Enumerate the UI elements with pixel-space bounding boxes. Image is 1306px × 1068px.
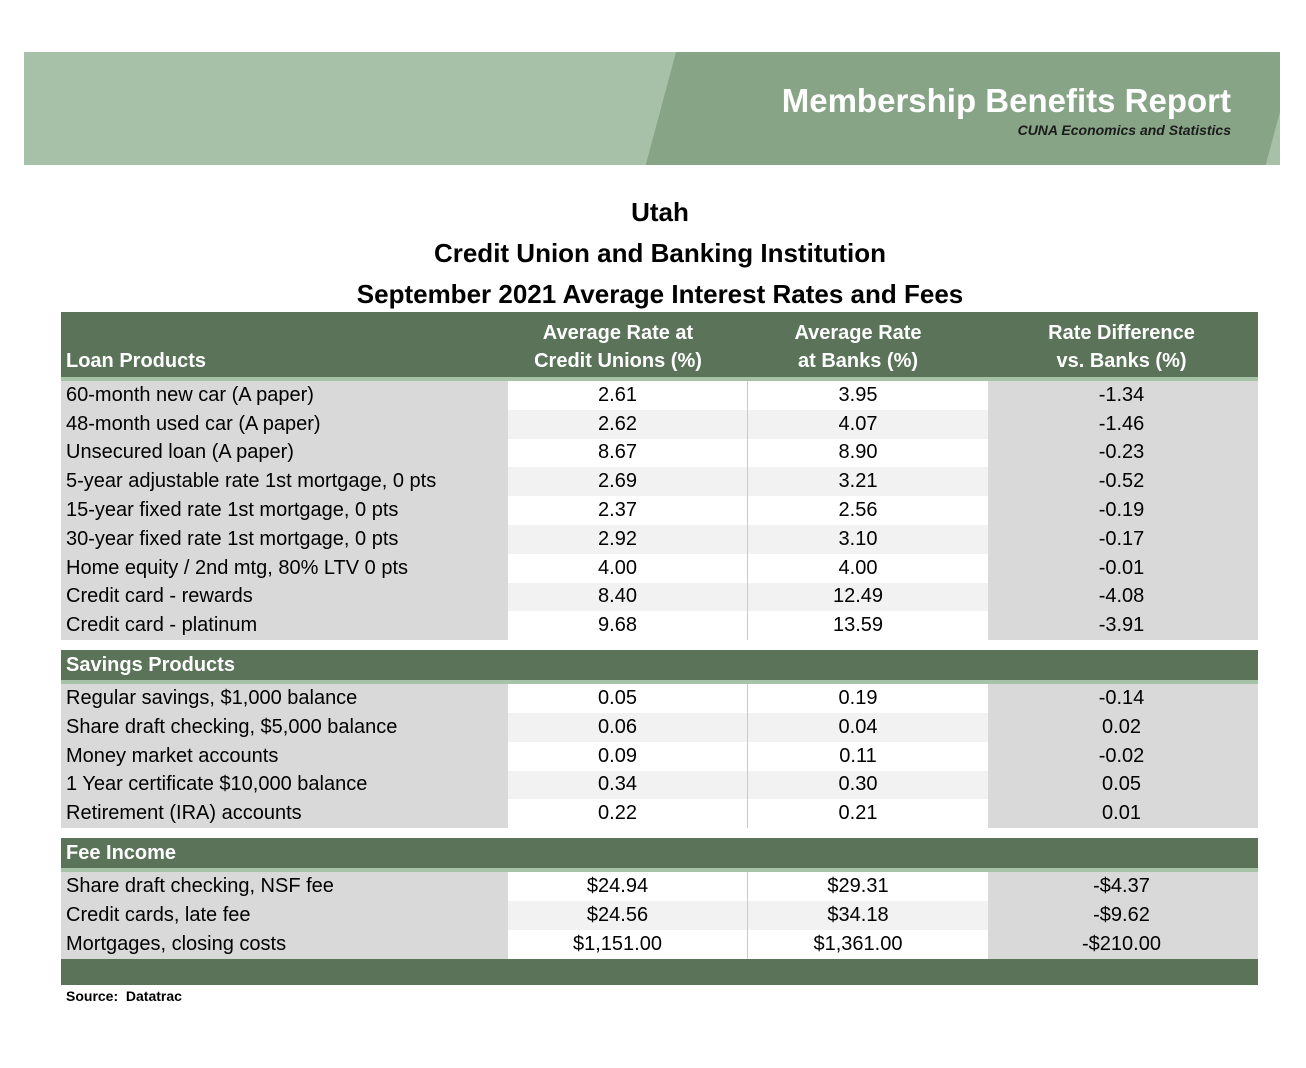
credit-union-rate-cell: 8.67 xyxy=(508,439,748,468)
report-banner xyxy=(24,52,1280,165)
product-name-cell: Retirement (IRA) accounts xyxy=(61,799,508,828)
rate-difference-cell: -4.08 xyxy=(988,583,1258,612)
loan-row xyxy=(61,583,1258,612)
credit-union-rate-cell: 2.61 xyxy=(508,381,748,410)
bank-rate-cell: 3.10 xyxy=(748,525,988,554)
credit-union-rate-cell: 0.34 xyxy=(508,771,748,800)
bank-rate-cell: 0.19 xyxy=(748,684,988,713)
header-cu-rate xyxy=(508,312,748,377)
bank-rate-cell: 4.00 xyxy=(748,554,988,583)
product-name-cell: Mortgages, closing costs xyxy=(61,930,508,959)
source-note: Source: Datatrac xyxy=(66,988,182,1004)
credit-union-rate-cell: 8.40 xyxy=(508,583,748,612)
rate-difference-cell: -$210.00 xyxy=(988,930,1258,959)
loan-row xyxy=(61,467,1258,496)
loan-row xyxy=(61,381,1258,410)
credit-union-rate-cell: 2.92 xyxy=(508,525,748,554)
product-name-cell: Share draft checking, $5,000 balance xyxy=(61,713,508,742)
credit-union-rate-cell: $24.56 xyxy=(508,901,748,930)
rate-difference-cell: -0.14 xyxy=(988,684,1258,713)
credit-union-rate-cell: 2.62 xyxy=(508,410,748,439)
savings-products-header: Savings Products xyxy=(61,650,1258,684)
rate-difference-cell: -0.01 xyxy=(988,554,1258,583)
header-rate-difference-line1: Rate Difference xyxy=(1048,321,1195,344)
product-name-cell: Credit card - rewards xyxy=(61,583,508,612)
product-name-cell: Regular savings, $1,000 balance xyxy=(61,684,508,713)
loan-row xyxy=(61,525,1258,554)
rates-table xyxy=(61,312,1258,985)
product-name-cell: 5-year adjustable rate 1st mortgage, 0 pts xyxy=(61,467,508,496)
rate-difference-cell: 0.02 xyxy=(988,713,1258,742)
product-name-cell: 15-year fixed rate 1st mortgage, 0 pts xyxy=(61,496,508,525)
credit-union-rate-cell: 2.69 xyxy=(508,467,748,496)
title-period: September 2021 Average Interest Rates and Fees xyxy=(356,279,964,309)
header-bank-rate-line1: Average Rate xyxy=(794,321,922,344)
rate-difference-cell: -$9.62 xyxy=(988,901,1258,930)
credit-union-rate-cell: 4.00 xyxy=(508,554,748,583)
bank-rate-cell: 13.59 xyxy=(748,611,988,640)
product-name-cell: Credit card - platinum xyxy=(61,611,508,640)
rate-difference-cell: -0.23 xyxy=(988,439,1258,468)
product-name-cell: 60-month new car (A paper) xyxy=(61,381,508,410)
bank-rate-cell: 12.49 xyxy=(748,583,988,612)
header-rate-difference xyxy=(988,312,1258,377)
bank-rate-cell: 8.90 xyxy=(748,439,988,468)
credit-union-rate-cell: 0.06 xyxy=(508,713,748,742)
product-name-cell: Share draft checking, NSF fee xyxy=(61,872,508,901)
fee-income-body xyxy=(61,872,1258,958)
credit-union-rate-cell: $1,151.00 xyxy=(508,930,748,959)
bank-rate-cell: 0.11 xyxy=(748,742,988,771)
bank-rate-cell: 3.21 xyxy=(748,467,988,496)
bank-rate-cell: $34.18 xyxy=(748,901,988,930)
credit-union-rate-cell: 2.37 xyxy=(508,496,748,525)
credit-union-rate-cell: 9.68 xyxy=(508,611,748,640)
loan-products-body xyxy=(61,381,1258,640)
table-header xyxy=(61,312,1258,381)
header-bank-rate xyxy=(748,312,988,377)
loan-row xyxy=(61,410,1258,439)
bank-rate-cell: $29.31 xyxy=(748,872,988,901)
bank-rate-cell: 0.21 xyxy=(748,799,988,828)
savings-row xyxy=(61,742,1258,771)
section-gap xyxy=(61,640,1258,650)
header-loan-products: Loan Products xyxy=(66,350,207,372)
header-cu-rate-line1: Average Rate at xyxy=(542,321,694,344)
title-institution: Credit Union and Banking Institution xyxy=(433,238,887,268)
credit-union-rate-cell: 0.09 xyxy=(508,742,748,771)
title-state: Utah xyxy=(631,197,689,227)
rate-difference-cell: -3.91 xyxy=(988,611,1258,640)
loan-row xyxy=(61,496,1258,525)
loan-row xyxy=(61,611,1258,640)
savings-row xyxy=(61,799,1258,828)
rate-difference-cell: -1.34 xyxy=(988,381,1258,410)
rate-difference-cell: -1.46 xyxy=(988,410,1258,439)
fee-row xyxy=(61,930,1258,959)
product-name-cell: 1 Year certificate $10,000 balance xyxy=(61,771,508,800)
credit-union-rate-cell: 0.05 xyxy=(508,684,748,713)
product-name-cell: Home equity / 2nd mtg, 80% LTV 0 pts xyxy=(61,554,508,583)
loan-row xyxy=(61,439,1258,468)
savings-row xyxy=(61,684,1258,713)
credit-union-rate-cell: 0.22 xyxy=(508,799,748,828)
rate-difference-cell: -0.52 xyxy=(988,467,1258,496)
savings-row xyxy=(61,713,1258,742)
bank-rate-cell: 3.95 xyxy=(748,381,988,410)
fee-row xyxy=(61,901,1258,930)
banner-subtitle: CUNA Economics and Statistics xyxy=(1017,122,1231,138)
fee-income-header: Fee Income xyxy=(61,838,1258,872)
savings-products-body xyxy=(61,684,1258,828)
section-gap xyxy=(61,828,1258,838)
product-name-cell: Money market accounts xyxy=(61,742,508,771)
bank-rate-cell: 4.07 xyxy=(748,410,988,439)
bank-rate-cell: 0.30 xyxy=(748,771,988,800)
rate-difference-cell: -$4.37 xyxy=(988,872,1258,901)
savings-row xyxy=(61,771,1258,800)
rate-difference-cell: 0.05 xyxy=(988,771,1258,800)
bank-rate-cell: 0.04 xyxy=(748,713,988,742)
credit-union-rate-cell: $24.94 xyxy=(508,872,748,901)
bank-rate-cell: 2.56 xyxy=(748,496,988,525)
header-bank-rate-line2: at Banks (%) xyxy=(797,349,919,372)
loan-row xyxy=(61,554,1258,583)
table-footer-bar xyxy=(61,959,1258,985)
fee-row xyxy=(61,872,1258,901)
product-name-cell: Credit cards, late fee xyxy=(61,901,508,930)
product-name-cell: 48-month used car (A paper) xyxy=(61,410,508,439)
rate-difference-cell: 0.01 xyxy=(988,799,1258,828)
rate-difference-cell: -0.02 xyxy=(988,742,1258,771)
banner-title: Membership Benefits Report xyxy=(781,82,1231,119)
rate-difference-cell: -0.19 xyxy=(988,496,1258,525)
bank-rate-cell: $1,361.00 xyxy=(748,930,988,959)
header-rate-difference-line2: vs. Banks (%) xyxy=(1056,349,1187,372)
report-titles xyxy=(0,192,1306,315)
product-name-cell: Unsecured loan (A paper) xyxy=(61,439,508,468)
rate-difference-cell: -0.17 xyxy=(988,525,1258,554)
header-cu-rate-line2: Credit Unions (%) xyxy=(534,349,702,372)
product-name-cell: 30-year fixed rate 1st mortgage, 0 pts xyxy=(61,525,508,554)
